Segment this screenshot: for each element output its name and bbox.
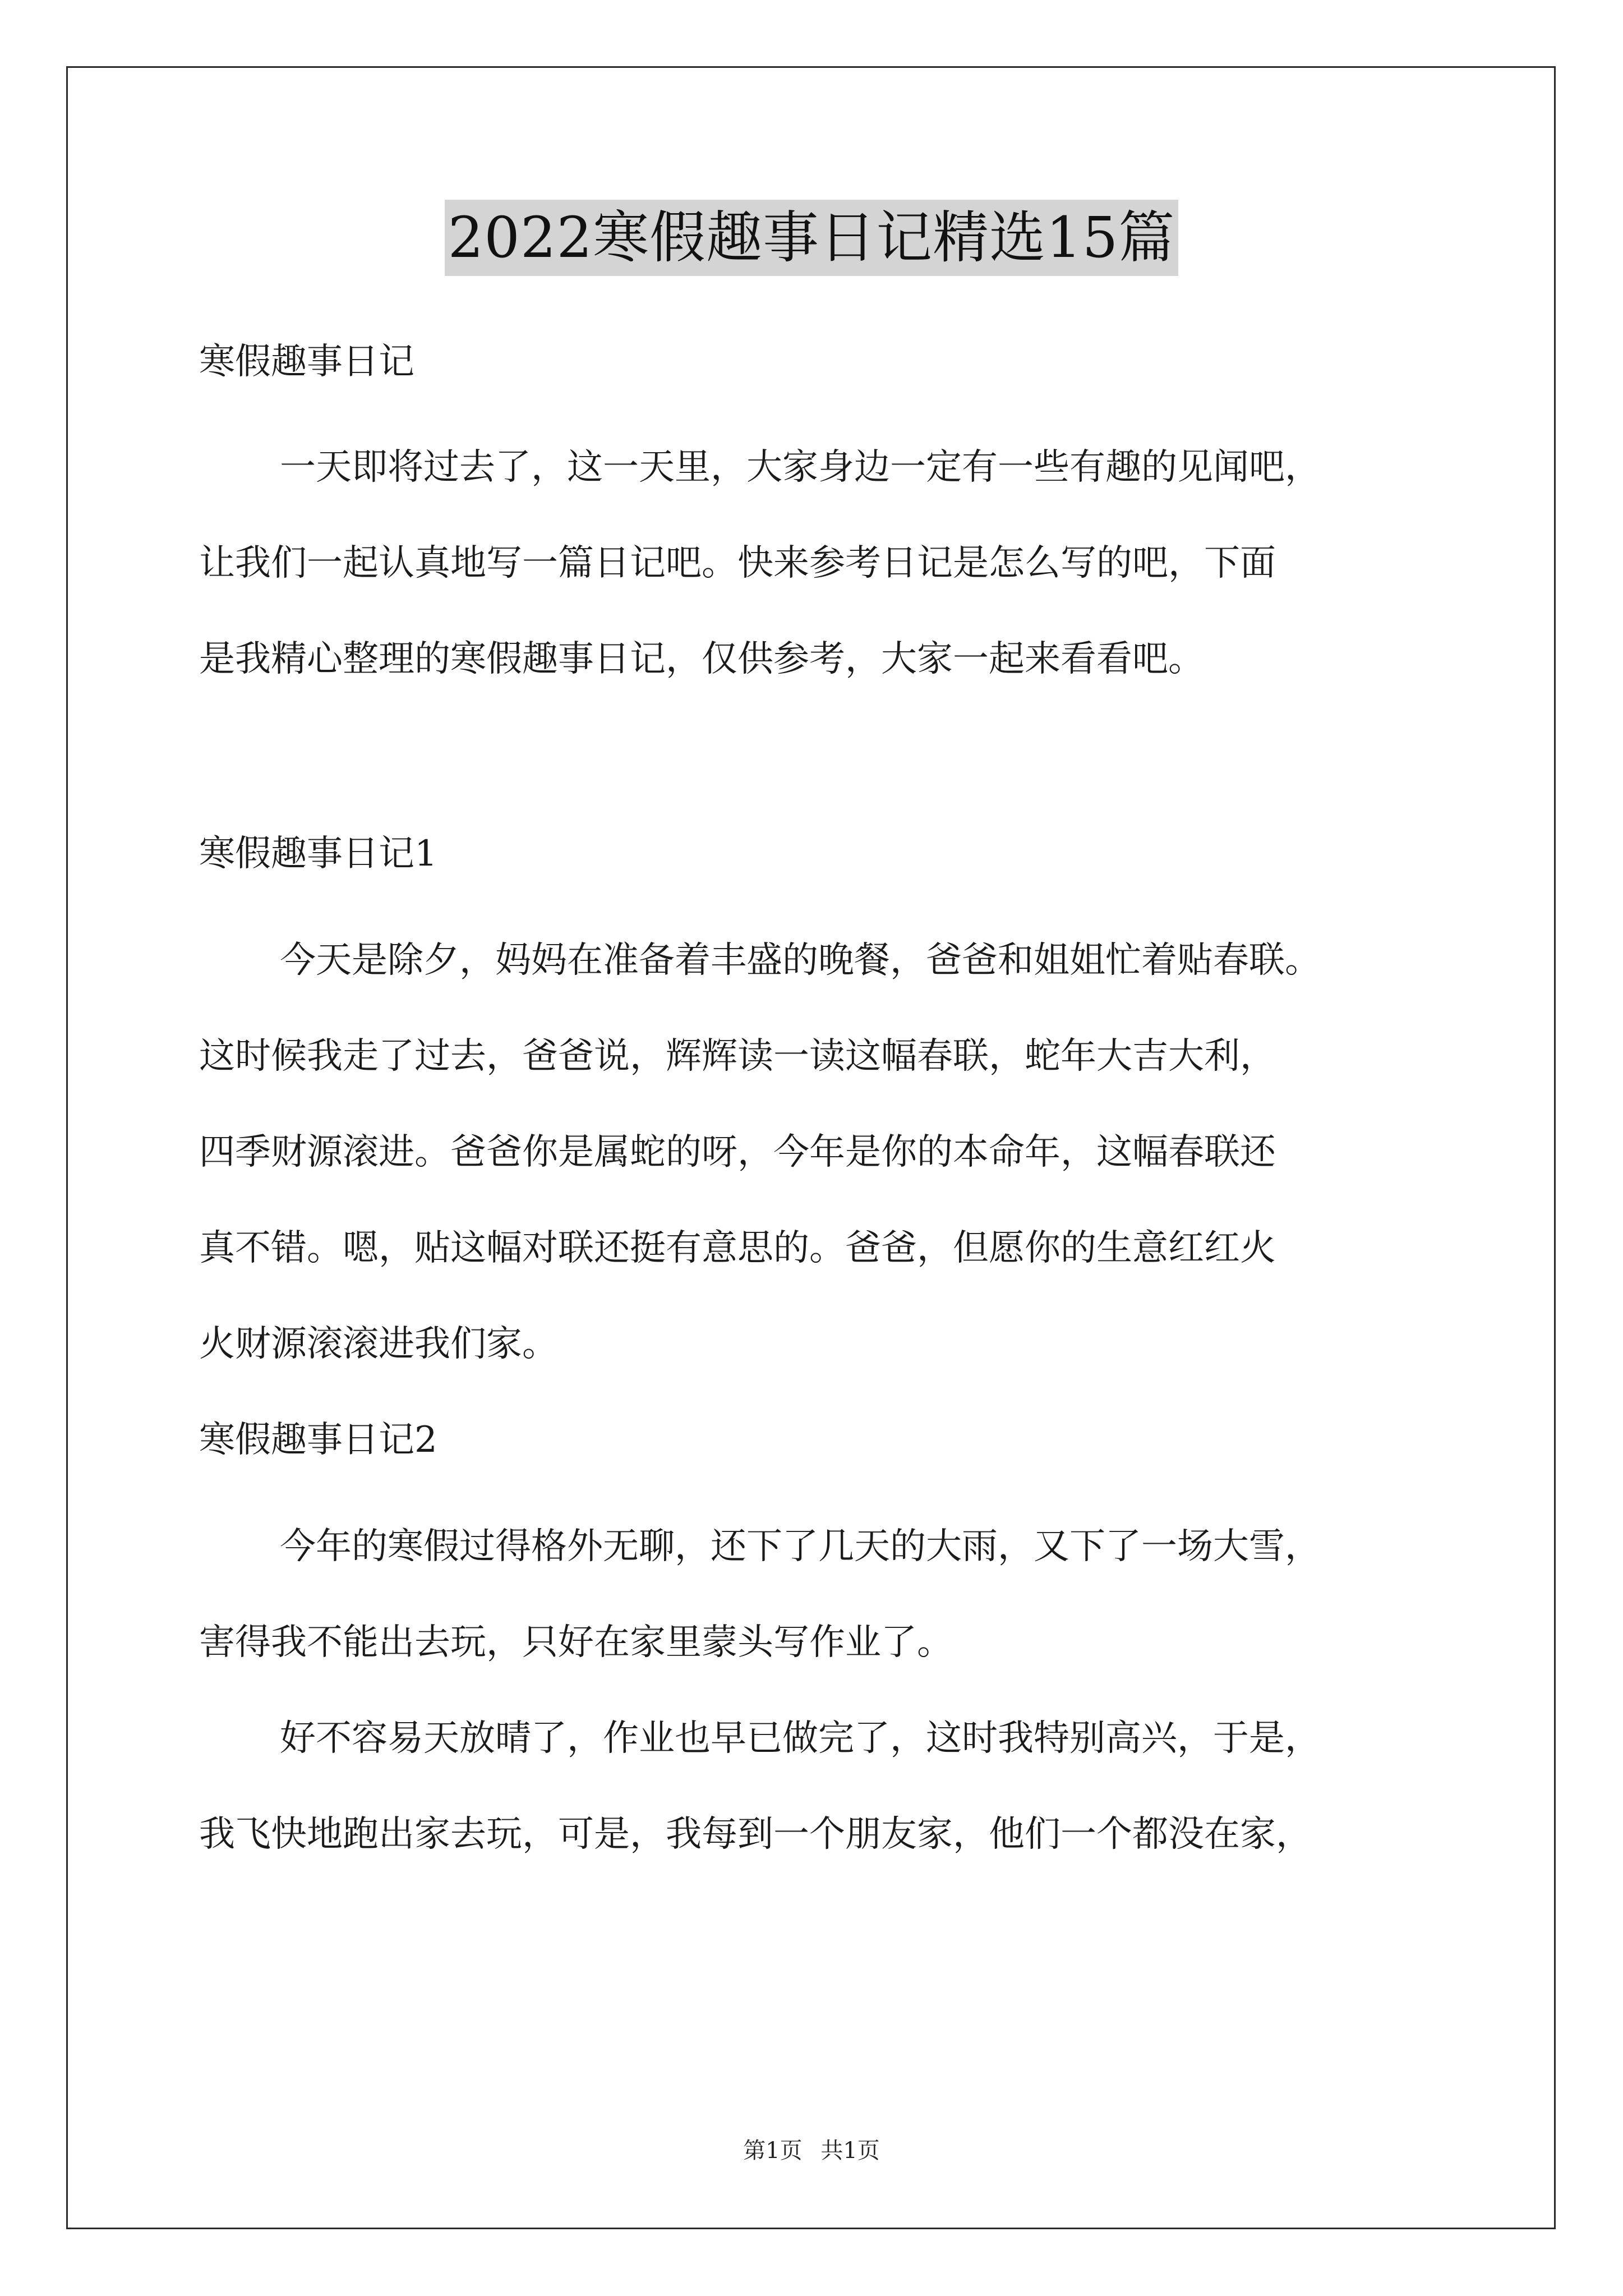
intro-line: 一天即将过去了，这一天里，大家身边一定有一些有趣的见闻吧， (280, 447, 1321, 488)
section1-line: 四季财源滚进。爸爸你是属蛇的呀，今年是你的本命年，这幅春联还 (199, 1131, 1276, 1173)
section1-line: 火财源滚滚进我们家。 (199, 1323, 558, 1365)
section1-line: 这时候我走了过去，爸爸说，辉辉读一读这幅春联，蛇年大吉大利， (199, 1036, 1276, 1077)
intro-line: 让我们一起认真地写一篇日记吧。快来参考日记是怎么写的吧，下面 (199, 542, 1276, 584)
section1-line: 今天是除夕，妈妈在准备着丰盛的晚餐，爸爸和姐姐忙着贴春联。 (280, 940, 1321, 981)
document-title: 2022寒假趣事日记精选15篇 (445, 200, 1179, 276)
section1-heading: 寒假趣事日记1 (199, 833, 437, 875)
page-footer (0, 2135, 1623, 2166)
section2-line: 害得我不能出去玩，只好在家里蒙头写作业了。 (199, 1622, 953, 1663)
page-number: 第1页 (743, 2138, 803, 2164)
section1-line: 真不错。嗯，贴这幅对联还挺有意思的。爸爸，但愿你的生意红红火 (199, 1227, 1276, 1269)
page-total: 共1页 (820, 2138, 880, 2164)
section2-line: 我飞快地跑出家去玩，可是，我每到一个朋友家，他们一个都没在家， (199, 1814, 1312, 1855)
intro-heading: 寒假趣事日记 (199, 341, 414, 383)
section2-line: 今年的寒假过得格外无聊，还下了几天的大雨，又下了一场大雪， (280, 1526, 1321, 1567)
section1-paragraph (199, 913, 1461, 1392)
intro-paragraph (199, 420, 1461, 707)
document-body (199, 337, 1461, 1883)
section2-paragraph-2 (199, 1691, 1461, 1883)
title-wrap (0, 200, 1623, 276)
intro-line: 是我精心整理的寒假趣事日记，仅供参考，大家一起来看看吧。 (199, 638, 1204, 680)
section2-paragraph-1 (199, 1499, 1461, 1691)
section2-heading: 寒假趣事日记2 (199, 1419, 437, 1461)
section2-line: 好不容易天放晴了，作业也早已做完了，这时我特别高兴，于是， (280, 1718, 1321, 1759)
